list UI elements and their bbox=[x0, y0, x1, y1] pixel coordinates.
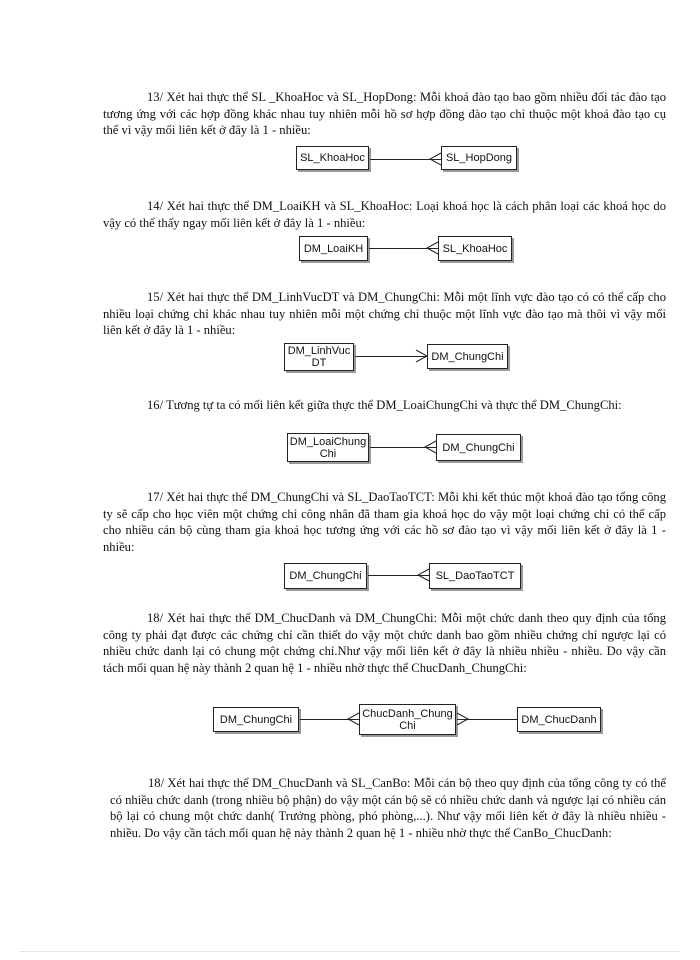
entity-sl-khoahoc: SL_KhoaHoc bbox=[296, 146, 369, 170]
entity-sl-khoahoc: SL_KhoaHoc bbox=[438, 236, 512, 261]
paragraph-16-text: 16/ Tương tự ta có mối liên kết giữa thực thể DM_LoaiChungChi và thực thể DM_ChungChi: bbox=[147, 398, 622, 412]
entity-dm-linhvucdt: DM_LinhVuc DT bbox=[284, 343, 354, 371]
crows-foot-icon bbox=[418, 568, 429, 582]
entity-dm-chungchi: DM_ChungChi bbox=[427, 344, 508, 369]
entity-dm-loaichungchi: DM_LoaiChung Chi bbox=[287, 433, 369, 462]
paragraph-14 bbox=[103, 198, 666, 231]
entity-dm-loaikh: DM_LoaiKH bbox=[299, 236, 368, 261]
paragraph-13 bbox=[103, 89, 666, 139]
crows-foot-icon bbox=[425, 440, 436, 454]
paragraph-17-text: 17/ Xét hai thực thể DM_ChungChi và SL_DaoTaoTCT: Mỗi khi kết thúc một khoá đào tạo tổng công ty sẽ cấp cho học viên một chứng chỉ công nhân đã tham gia khoá học do vậy một loại chứng chỉ có thể cấp cho nhiều cán bộ cùng tham gia khoá học tương ứng với các hồ sơ đào tạo vì vậy mối liên kết ở đây là 1 - nhiều: bbox=[103, 490, 666, 554]
page-bottom-divider bbox=[20, 951, 680, 952]
entity-sl-daotaotct: SL_DaoTaoTCT bbox=[429, 563, 521, 589]
paragraph-15-text: 15/ Xét hai thực thể DM_LinhVucDT và DM_ChungChi: Mỗi một lĩnh vực đào tạo có có thể cấp cho nhiều loại chứng chỉ khác nhau tuy nhiên mỗi một chứng chỉ thuộc một lĩnh vực đào tạo mà thôi vì vậy mối liên kết ở đây là 1 - nhiều: bbox=[103, 290, 666, 338]
entity-dm-chungchi: DM_ChungChi bbox=[213, 707, 299, 732]
entity-dm-chungchi: DM_ChungChi bbox=[436, 434, 521, 461]
paragraph-17 bbox=[103, 489, 666, 555]
paragraph-19 bbox=[110, 775, 666, 841]
crows-foot-icon bbox=[430, 152, 441, 166]
entity-sl-hopdong: SL_HopDong bbox=[441, 146, 517, 170]
entity-dm-chucdanh: DM_ChucDanh bbox=[517, 707, 601, 732]
paragraph-18-text: 18/ Xét hai thực thể DM_ChucDanh và DM_ChungChi: Mỗi một chức danh theo quy định của tổng công ty phải đạt được các chứng chỉ cần thiết do vậy một chức danh bao gồm nhiều chứng chỉ ngược lại có nhiều chức danh lại có chung một chứng chỉ.Như vậy mối liên kết ở đây là nhiều nhiều - nhiều. Do vậy cần tách mối quan hệ này thành 2 quan hệ 1 - nhiều nhờ thực thể ChucDanh_ChungChi: bbox=[103, 611, 666, 675]
crows-foot-icon bbox=[348, 712, 359, 726]
entity-dm-chungchi: DM_ChungChi bbox=[284, 563, 367, 589]
paragraph-15 bbox=[103, 289, 666, 339]
entity-chucdanh-chungchi: ChucDanh_Chung Chi bbox=[359, 704, 456, 735]
paragraph-19-text: 18/ Xét hai thực thể DM_ChucDanh và SL_CanBo: Mỗi cán bộ theo quy định của tổng công ty có thể có nhiều chức danh (trong nhiều bộ phận) do vậy một cán bộ sẽ có nhiều chức danh và ngược lại có nhiều cán bộ lại có chung một chức danh( Trưởng phòng, phó phòng,...). Như vậy mối liên kết ở đây là nhiều nhiều - nhiều. Do vậy cần tách mối quan hệ này thành 2 quan hệ 1 - nhiều nhờ thực thể CanBo_ChucDanh: bbox=[110, 776, 666, 840]
paragraph-13-text: 13/ Xét hai thực thể SL _KhoaHoc và SL_HopDong: Mỗi khoá đào tạo bao gồm nhiều đối tác đào tạo tương ứng với các hợp đồng khác nhau tuy nhiên mỗi hồ sơ hợp đồng đào tạo chỉ thuộc một khoá đào tạo cụ thể vì vậy mối liên kết ở đây là 1 - nhiều: bbox=[103, 90, 666, 138]
paragraph-18 bbox=[103, 610, 666, 676]
crows-foot-icon bbox=[416, 349, 427, 363]
paragraph-16 bbox=[103, 397, 666, 414]
crows-foot-icon bbox=[427, 241, 438, 255]
paragraph-14-text: 14/ Xét hai thực thể DM_LoaiKH và SL_KhoaHoc: Loại khoá học là cách phân loại các khoá học do vậy có thể thấy ngay mối liên kết ở đây là 1 - nhiều: bbox=[103, 199, 666, 230]
crows-foot-icon bbox=[457, 712, 468, 726]
